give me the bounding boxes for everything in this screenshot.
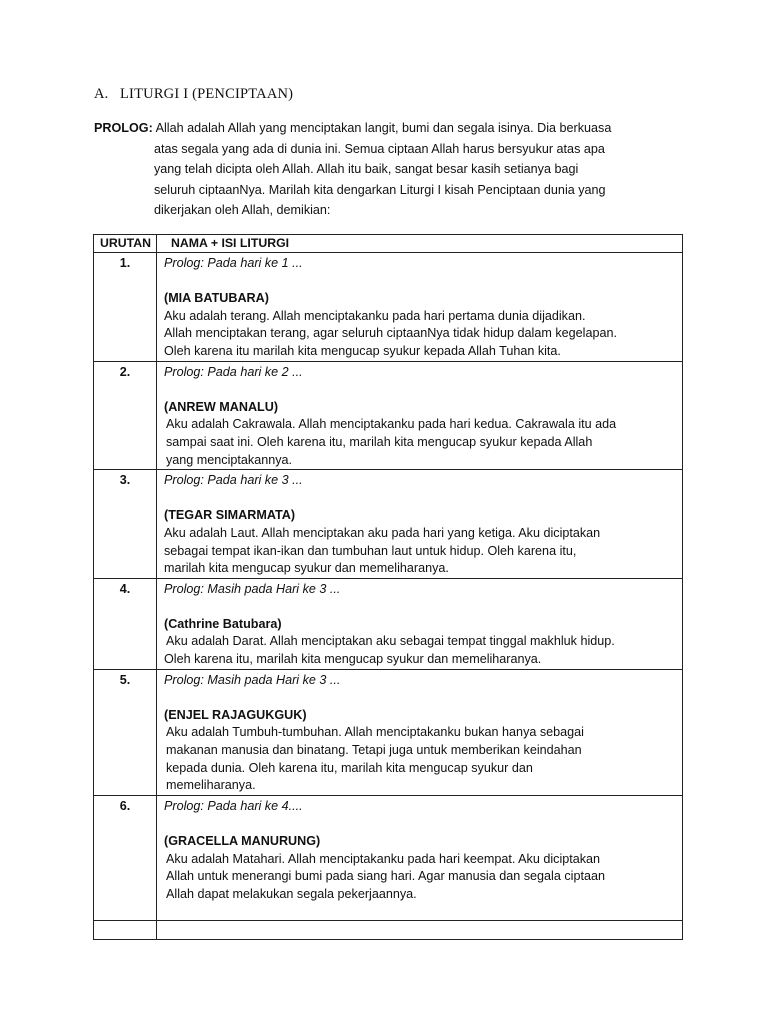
- row-text-line: sampai saat ini. Oleh karena itu, marilah kita mengucap syukur kepada Allah: [166, 434, 593, 449]
- row-text-line: Aku adalah Laut. Allah menciptakan aku pada hari yang ketiga. Aku diciptakan: [164, 525, 601, 540]
- row-text-line: Allah menciptakan terang, agar seluruh ciptaanNya tidak hidup dalam kegelapan.: [164, 326, 617, 341]
- table-row: [94, 361, 683, 470]
- row-speaker-name: (ANREW MANALU): [164, 399, 279, 414]
- row-number: 1.: [94, 253, 157, 362]
- row-content: [157, 795, 683, 920]
- prolog-line: PROLOG: Allah adalah Allah yang menciptakan langit, bumi dan segala isinya. Dia berkuasa: [94, 121, 612, 135]
- row-number: 5.: [94, 669, 157, 795]
- row-speaker-name: (ENJEL RAJAGUKGUK): [164, 707, 307, 722]
- section-heading: [94, 86, 293, 103]
- row-speaker-name: (Cathrine Batubara): [164, 616, 282, 631]
- row-prolog: Prolog: Pada hari ke 3 ...: [164, 473, 303, 488]
- row-number: 4.: [94, 578, 157, 669]
- row-text-line: marilah kita mengucap syukur dan memeliharanya.: [164, 561, 449, 576]
- row-text-line: Allah dapat melakukan segala pekerjaannya.: [166, 886, 417, 901]
- prolog-line: dikerjakan oleh Allah, demikian:: [154, 203, 331, 217]
- row-text-line: Aku adalah Darat. Allah menciptakan aku sebagai tempat tinggal makhluk hidup.: [166, 634, 615, 649]
- prolog-paragraph: [94, 118, 694, 221]
- row-text-line: makanan manusia dan binatang. Tetapi juga untuk memberikan keindahan: [166, 743, 582, 758]
- row-content: [157, 361, 683, 470]
- row-text-line: Oleh karena itu marilah kita mengucap syukur kepada Allah Tuhan kita.: [164, 343, 561, 358]
- prolog-line: atas segala yang ada di dunia ini. Semua ciptaan Allah harus bersyukur atas apa: [154, 141, 605, 156]
- table-row: [94, 669, 683, 795]
- liturgy-table: [93, 234, 683, 940]
- row-text-line: Aku adalah Cakrawala. Allah menciptakanku pada hari kedua. Cakrawala itu ada: [166, 417, 617, 432]
- table-row: [94, 253, 683, 362]
- table-row: [94, 470, 683, 579]
- section-number: A.: [94, 86, 109, 102]
- header-nama-isi: NAMA + ISI LITURGI: [157, 235, 683, 253]
- row-content: [157, 253, 683, 362]
- row-text-line: Aku adalah Matahari. Allah menciptakanku pada hari keempat. Aku diciptakan: [166, 851, 601, 866]
- row-content: [157, 470, 683, 579]
- row-number: 2.: [94, 361, 157, 470]
- table-row: [94, 795, 683, 920]
- row-speaker-name: (TEGAR SIMARMATA): [164, 508, 296, 523]
- empty-cell: [94, 920, 157, 939]
- row-text-line: Aku adalah Tumbuh-tumbuhan. Allah menciptakanku bukan hanya sebagai: [166, 725, 584, 740]
- row-content: [157, 578, 683, 669]
- table-header-row: [94, 235, 683, 253]
- row-text-line: Allah untuk menerangi bumi pada siang hari. Agar manusia dan segala ciptaan: [166, 869, 605, 884]
- row-prolog: Prolog: Pada hari ke 1 ...: [164, 256, 303, 270]
- prolog-line: seluruh ciptaanNya. Marilah kita dengarkan Liturgi I kisah Penciptaan dunia yang: [154, 182, 606, 197]
- row-prolog: Prolog: Masih pada Hari ke 3 ...: [164, 672, 341, 687]
- row-prolog: Prolog: Masih pada Hari ke 3 ...: [164, 581, 341, 596]
- row-prolog: Prolog: Pada hari ke 2 ...: [164, 364, 303, 379]
- row-text-line: sebagai tempat ikan-ikan dan tumbuhan laut untuk hidup. Oleh karena itu,: [164, 543, 577, 558]
- row-text-line: memeliharanya.: [166, 778, 256, 793]
- row-content: [157, 669, 683, 795]
- row-prolog: Prolog: Pada hari ke 4....: [164, 798, 303, 813]
- row-text-line: kepada dunia. Oleh karena itu, marilah kita mengucap syukur dan: [166, 760, 533, 775]
- row-speaker-name: (GRACELLA MANURUNG): [164, 834, 321, 848]
- section-title: LITURGI I (PENCIPTAAN): [120, 86, 294, 102]
- table-row-empty: [94, 920, 683, 939]
- row-text-line: Aku adalah terang. Allah menciptakanku pada hari pertama dunia dijadikan.: [164, 308, 586, 323]
- row-text-line: yang menciptakannya.: [166, 452, 293, 467]
- row-number: 3.: [94, 470, 157, 579]
- prolog-label: PROLOG:: [94, 121, 153, 135]
- row-number: 6.: [94, 795, 157, 920]
- table-row: [94, 578, 683, 669]
- empty-cell: [157, 920, 683, 939]
- header-urutan: URUTAN: [94, 235, 157, 253]
- prolog-line: yang telah dicipta oleh Allah. Allah itu baik, sangat besar kasih setianya bagi: [154, 162, 579, 176]
- row-text-line: Oleh karena itu, marilah kita mengucap syukur dan memeliharanya.: [164, 652, 542, 667]
- row-speaker-name: (MIA BATUBARA): [164, 291, 269, 306]
